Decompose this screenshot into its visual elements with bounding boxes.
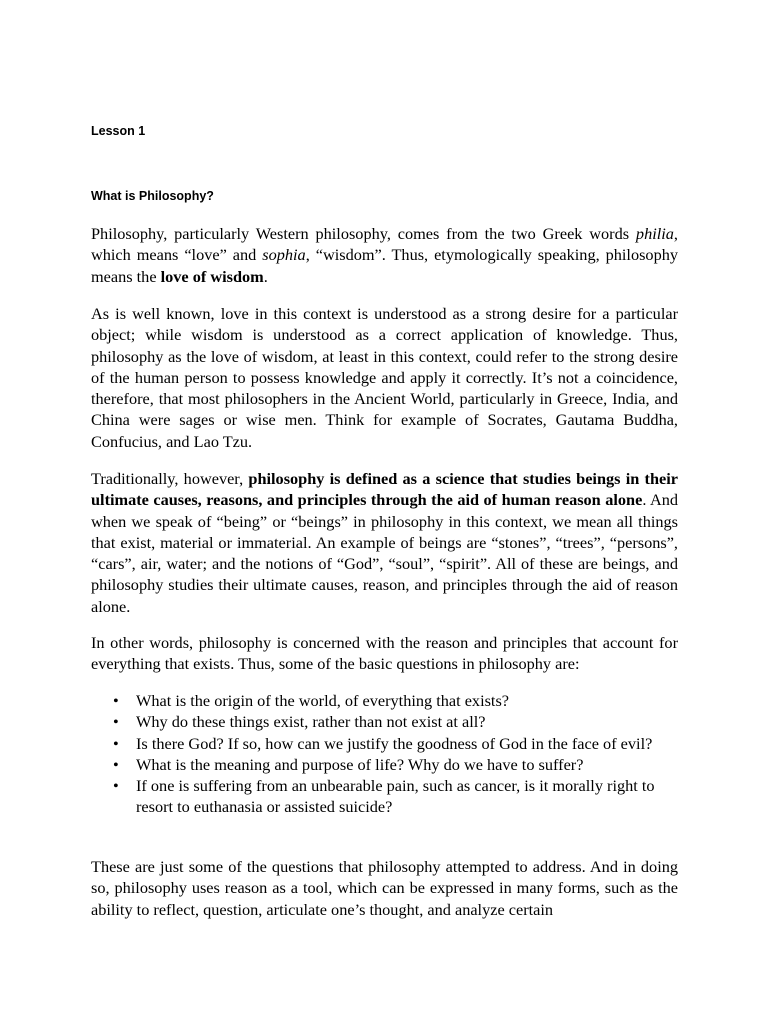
list-item — [91, 754, 678, 775]
greek-term-philia: philia — [635, 224, 674, 243]
p1-text-2: , which means “love” and — [91, 224, 678, 265]
paragraph-etymology — [91, 223, 678, 287]
love-of-wisdom-emphasis: love of wisdom — [160, 266, 264, 286]
question-text: Why do these things exist, rather than not exist at all? — [136, 712, 486, 732]
paragraph-reason-tool: These are just some of the questions that philosophy attempted to address. And in doing so, philosophy uses reason as a tool, which can be expressed in many forms, such as the ability to reflect, question, articulate one’s thought, and analyze certain — [91, 857, 678, 919]
p3-text-2: . And when we speak of “being” or “beings” in philosophy in this context, we mean all things that exist, material or immaterial. An example of beings are “stones”, “trees”, “persons”, “cars”, air, water; and the notions of “God”, “soul”, “spirit”. All of these are beings, and philosophy studies their ultimate causes, reason, and principles through the aid of reason alone. — [91, 490, 678, 616]
list-item — [91, 733, 678, 754]
bullet-icon: • — [113, 733, 119, 753]
question-text: Is there God? If so, how can we justify the goodness of God in the face of evil? — [136, 733, 653, 753]
paragraph-definition — [91, 468, 678, 617]
p1-text-3: , “wisdom”. Thus, etymologically speaking, philosophy means the — [91, 245, 678, 286]
list-item — [91, 690, 678, 711]
bullet-icon: • — [113, 691, 119, 710]
p3-text-1: Traditionally, however, — [91, 469, 249, 488]
paragraph-basic-questions-intro: In other words, philosophy is concerned with the reason and principles that account for everything that exists. Thus, some of the basic questions in philosophy are: — [91, 633, 678, 674]
questions-list — [91, 690, 678, 818]
paragraph-love-wisdom: As is well known, love in this context is understood as a strong desire for a particular object; while wisdom is understood as a correct application of knowledge. Thus, philosophy as the love of wisdom, at least in this context, could refer to the strong desire of the human person to possess knowledge and apply it correctly. It’s not a coincidence, therefore, that most philosophers in the Ancient World, particularly in Greece, India, and China were sages or wise men. Think for example of Socrates, Gautama Buddha, Confucius, and Lao Tzu. — [91, 304, 678, 451]
list-item — [91, 711, 678, 732]
question-text: What is the meaning and purpose of life? Why do we have to suffer? — [136, 754, 584, 774]
question-text: What is the origin of the world, of everything that exists? — [136, 691, 510, 710]
list-item — [91, 775, 678, 818]
bullet-icon: • — [113, 754, 119, 774]
p1-text-1: Philosophy, particularly Western philosophy, comes from the two Greek words — [91, 224, 636, 243]
definition-emphasis: philosophy is defined as a science that studies beings in their ultimate causes, reasons, and principles through the aid of human reason alone — [91, 469, 678, 510]
lesson-label: Lesson 1 — [91, 124, 146, 138]
greek-term-sophia: sophia — [262, 245, 306, 265]
p1-text-4: . — [263, 266, 268, 286]
bullet-icon: • — [113, 712, 119, 732]
question-text: If one is suffering from an unbearable pain, such as cancer, is it morally right to resort to euthanasia or assisted suicide? — [136, 776, 655, 817]
section-heading: What is Philosophy? — [91, 189, 214, 203]
bullet-icon: • — [113, 776, 119, 796]
